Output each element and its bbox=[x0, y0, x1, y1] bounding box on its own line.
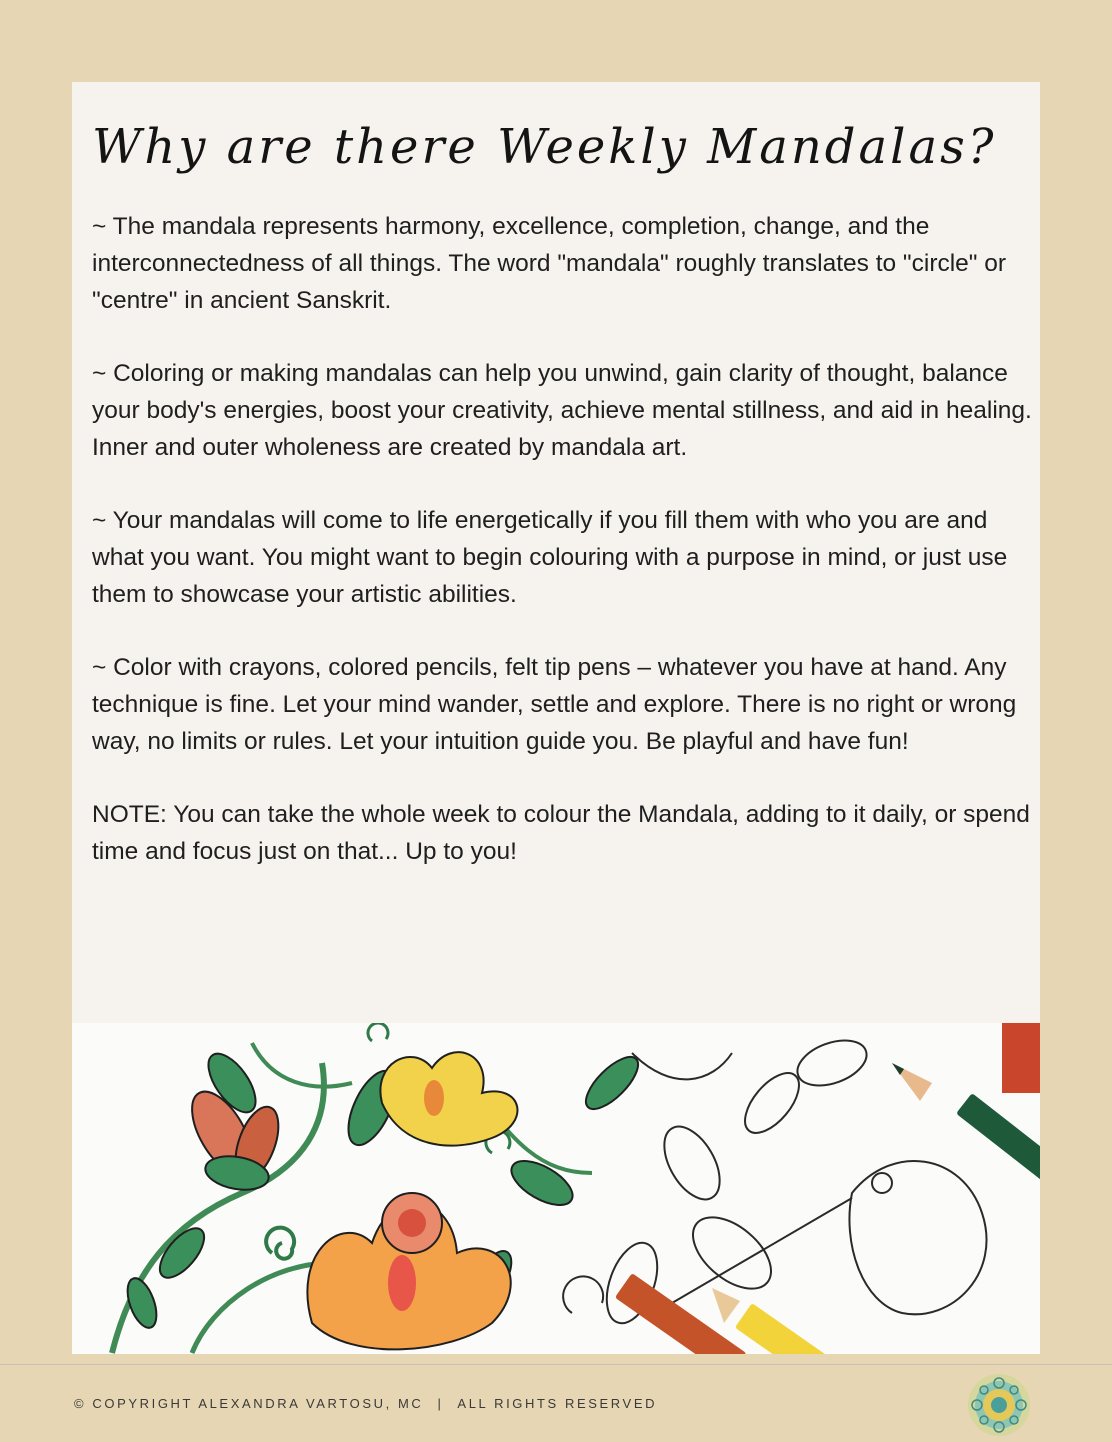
coloring-illustration bbox=[72, 1023, 1040, 1354]
paragraph-intention: ~ Your mandalas will come to life energetically if you fill them with who you are and what you want. You might want to begin colouring with a purpose in mind, or just use them to showcase your artistic abilities. bbox=[92, 507, 1008, 608]
mandala-logo-icon bbox=[966, 1372, 1032, 1438]
footer-separator: | bbox=[437, 1396, 444, 1411]
paragraph-meaning: ~ The mandala represents harmony, excellence, completion, change, and the interconnectedness of all things. The word "mandala" roughly translates to "circle" or "centre" in ancient Sanskrit. bbox=[92, 213, 1007, 314]
body-text bbox=[92, 208, 1032, 906]
rights-text: ALL RIGHTS RESERVED bbox=[457, 1396, 658, 1411]
coloring-page-image bbox=[72, 1023, 1040, 1354]
content-card bbox=[72, 82, 1040, 1354]
paragraph-materials: ~ Color with crayons, colored pencils, felt tip pens – whatever you have at hand. Any technique is fine. Let your mind wander, settle and explore. There is no right or wrong way, no limits or rules. Let your intuition guide you. Be playful and have fun! bbox=[92, 654, 1017, 755]
paragraph-note: NOTE: You can take the whole week to colour the Mandala, adding to it daily, or spend time and focus just on that... Up to you! bbox=[92, 801, 1030, 865]
footer-divider bbox=[0, 1364, 1112, 1365]
page-title: Why are there Weekly Mandalas? bbox=[92, 119, 997, 175]
copyright-text: © COPYRIGHT ALEXANDRA VARTOSU, MC bbox=[74, 1396, 424, 1411]
footer bbox=[74, 1396, 657, 1411]
paragraph-benefits: ~ Coloring or making mandalas can help you unwind, gain clarity of thought, balance your body's energies, boost your creativity, achieve mental stillness, and aid in healing. Inner and outer wholeness are created by mandala art. bbox=[92, 360, 1032, 461]
